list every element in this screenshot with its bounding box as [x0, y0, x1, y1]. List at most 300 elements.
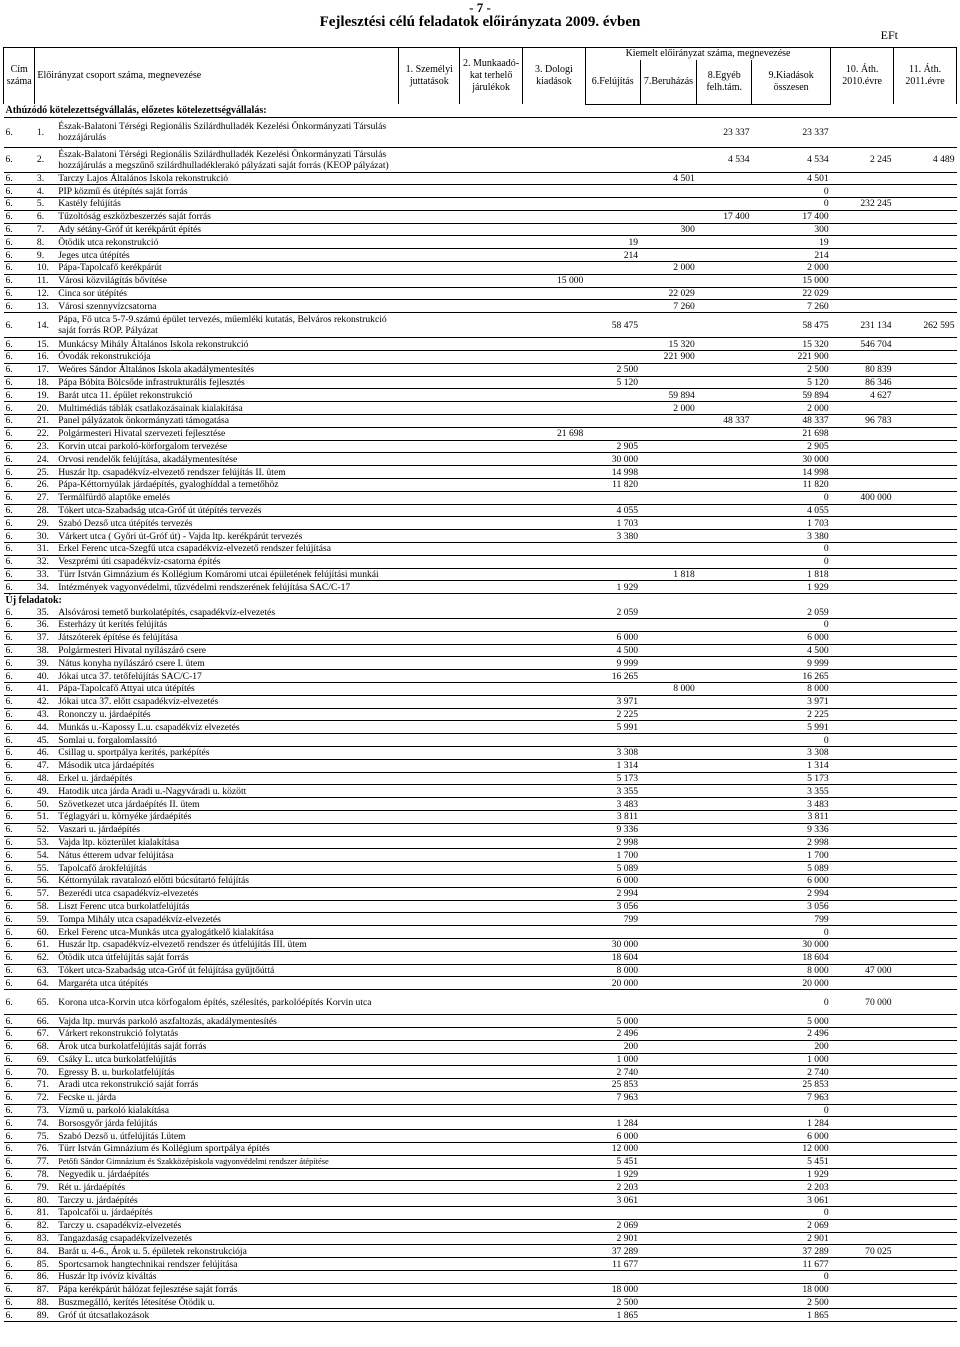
egyeb-cell	[697, 223, 752, 236]
beruhazas-cell: 300	[640, 223, 697, 236]
osszesen-cell: 2 069	[752, 1219, 831, 1232]
table-row	[4, 644, 957, 657]
ath2011-cell	[894, 504, 957, 517]
table-row	[4, 530, 957, 543]
table-row	[4, 440, 957, 453]
table-row	[4, 1079, 957, 1092]
beruhazas-cell	[640, 1168, 697, 1181]
c3-cell	[523, 1194, 586, 1207]
c2-cell	[460, 389, 523, 402]
egyeb-cell	[697, 977, 752, 990]
osszesen-cell: 0	[752, 185, 831, 198]
felujitas-cell	[585, 185, 640, 198]
ath2010-cell	[831, 1079, 894, 1092]
table-row	[4, 836, 957, 849]
num-cell: 25.	[35, 466, 56, 479]
beruhazas-cell	[640, 1258, 697, 1271]
c1-cell	[399, 913, 460, 926]
ath2010-cell	[831, 695, 894, 708]
c3-cell	[523, 1117, 586, 1130]
osszesen-cell: 3 308	[752, 746, 831, 759]
ath2011-cell	[894, 1245, 957, 1258]
beruhazas-cell	[640, 530, 697, 543]
table-row	[4, 568, 957, 581]
felujitas-cell	[585, 351, 640, 364]
osszesen-cell: 11 820	[752, 479, 831, 492]
egyeb-cell	[697, 376, 752, 389]
cim-cell: 6.	[4, 1066, 35, 1079]
num-cell: 69.	[35, 1053, 56, 1066]
table-row	[4, 746, 957, 759]
c2-cell	[460, 517, 523, 530]
ath2011-cell	[894, 287, 957, 300]
felujitas-cell: 3 971	[585, 695, 640, 708]
ath2010-cell	[831, 185, 894, 198]
cim-cell: 6.	[4, 836, 35, 849]
table-row	[4, 798, 957, 811]
table-row	[4, 427, 957, 440]
ath2010-cell: 2 245	[831, 147, 894, 172]
desc-cell: Termálfürdő alaptőke emelés	[56, 491, 399, 504]
c2-cell	[460, 1027, 523, 1040]
egyeb-cell	[697, 274, 752, 287]
ath2010-cell: 4 627	[831, 389, 894, 402]
ath2011-cell	[894, 631, 957, 644]
table-row	[4, 1168, 957, 1181]
egyeb-cell	[697, 517, 752, 530]
cim-cell: 6.	[4, 117, 35, 147]
c2-cell	[460, 415, 523, 428]
c1-cell	[399, 530, 460, 543]
c1-cell	[399, 440, 460, 453]
cim-cell: 6.	[4, 695, 35, 708]
c1-cell	[399, 644, 460, 657]
ath2010-cell	[831, 1283, 894, 1296]
c3-cell	[523, 1309, 586, 1322]
felujitas-cell: 16 265	[585, 670, 640, 683]
egyeb-cell	[697, 990, 752, 1015]
desc-cell: Vajda ltp. közterület kialakítása	[56, 836, 399, 849]
osszesen-cell: 9 999	[752, 657, 831, 670]
c2-cell	[460, 810, 523, 823]
cim-cell: 6.	[4, 1258, 35, 1271]
osszesen-cell: 20 000	[752, 977, 831, 990]
num-cell: 48.	[35, 772, 56, 785]
c2-cell	[460, 491, 523, 504]
c2-cell	[460, 631, 523, 644]
felujitas-cell	[585, 117, 640, 147]
ath2010-cell	[831, 823, 894, 836]
egyeb-cell	[697, 798, 752, 811]
table-row	[4, 210, 957, 223]
table-row	[4, 1219, 957, 1232]
osszesen-cell: 59 894	[752, 389, 831, 402]
felujitas-cell: 20 000	[585, 977, 640, 990]
cim-cell: 6.	[4, 900, 35, 913]
desc-cell: Kastély felújítás	[56, 198, 399, 211]
osszesen-cell: 21 698	[752, 427, 831, 440]
beruhazas-cell	[640, 1309, 697, 1322]
cim-cell: 6.	[4, 644, 35, 657]
beruhazas-cell	[640, 619, 697, 632]
osszesen-cell: 5 120	[752, 376, 831, 389]
felujitas-cell: 3 380	[585, 530, 640, 543]
c2-cell	[460, 798, 523, 811]
col-header-6: 6.Felújítás	[585, 60, 640, 104]
desc-cell: Alsóvárosi temető burkolatépítés, csapadékvíz-elvezetés	[56, 606, 399, 618]
num-cell: 4.	[35, 185, 56, 198]
c2-cell	[460, 874, 523, 887]
c1-cell	[399, 236, 460, 249]
c3-cell	[523, 210, 586, 223]
felujitas-cell: 1 703	[585, 517, 640, 530]
c1-cell	[399, 1181, 460, 1194]
desc-cell: Második utca járdaépítés	[56, 759, 399, 772]
beruhazas-cell	[640, 1066, 697, 1079]
cim-cell: 6.	[4, 785, 35, 798]
felujitas-cell: 1 929	[585, 1168, 640, 1181]
num-cell: 67.	[35, 1027, 56, 1040]
c1-cell	[399, 1130, 460, 1143]
num-cell: 59.	[35, 913, 56, 926]
cim-cell: 6.	[4, 619, 35, 632]
beruhazas-cell	[640, 926, 697, 939]
num-cell: 8.	[35, 236, 56, 249]
ath2011-cell	[894, 644, 957, 657]
c2-cell	[460, 338, 523, 351]
desc-cell: Cinca sor útépítés	[56, 287, 399, 300]
c3-cell	[523, 900, 586, 913]
felujitas-cell	[585, 491, 640, 504]
beruhazas-cell: 4 501	[640, 172, 697, 185]
ath2011-cell	[894, 951, 957, 964]
beruhazas-cell	[640, 491, 697, 504]
num-cell: 45.	[35, 734, 56, 747]
table-row	[4, 1271, 957, 1284]
beruhazas-cell	[640, 644, 697, 657]
num-cell: 36.	[35, 619, 56, 632]
c2-cell	[460, 644, 523, 657]
ath2010-cell	[831, 785, 894, 798]
ath2011-cell	[894, 555, 957, 568]
egyeb-cell	[697, 1309, 752, 1322]
num-cell: 52.	[35, 823, 56, 836]
cim-cell: 6.	[4, 262, 35, 275]
osszesen-cell: 5 451	[752, 1155, 831, 1168]
num-cell: 61.	[35, 938, 56, 951]
osszesen-cell: 2 225	[752, 708, 831, 721]
num-cell: 3.	[35, 172, 56, 185]
num-cell: 28.	[35, 504, 56, 517]
desc-cell: Észak-Balatoni Térségi Regionális Szilárdhulladék Kezelési Önkormányzati Társulás hozzájárulás	[56, 117, 399, 147]
beruhazas-cell	[640, 1155, 697, 1168]
ath2010-cell	[831, 1091, 894, 1104]
felujitas-cell: 37 289	[585, 1245, 640, 1258]
felujitas-cell: 1 000	[585, 1053, 640, 1066]
cim-cell: 6.	[4, 402, 35, 415]
table-row	[4, 670, 957, 683]
felujitas-cell: 1 865	[585, 1309, 640, 1322]
ath2010-cell: 231 134	[831, 313, 894, 338]
ath2011-cell	[894, 772, 957, 785]
ath2010-cell	[831, 287, 894, 300]
cim-cell: 6.	[4, 555, 35, 568]
ath2011-cell	[894, 479, 957, 492]
desc-cell: Észak-Balatoni Térségi Regionális Szilárdhulladék Kezelési Önkormányzati Társulás hozzájárulás a megszűnő szilárdhulladéklerakó pályázati saját forrás (KEOP pályázat)	[56, 147, 399, 172]
table-row	[4, 913, 957, 926]
beruhazas-cell	[640, 117, 697, 147]
table-row	[4, 1258, 957, 1271]
egyeb-cell	[697, 262, 752, 275]
beruhazas-cell	[640, 1271, 697, 1284]
ath2010-cell	[831, 887, 894, 900]
cim-cell: 6.	[4, 530, 35, 543]
cim-cell: 6.	[4, 1091, 35, 1104]
c2-cell	[460, 887, 523, 900]
egyeb-cell	[697, 530, 752, 543]
ath2011-cell	[894, 900, 957, 913]
egyeb-cell	[697, 1194, 752, 1207]
c1-cell	[399, 1079, 460, 1092]
ath2011-cell	[894, 810, 957, 823]
felujitas-cell	[585, 415, 640, 428]
egyeb-cell	[697, 351, 752, 364]
c3-cell	[523, 491, 586, 504]
table-row	[4, 1194, 957, 1207]
table-row	[4, 198, 957, 211]
c2-cell	[460, 1104, 523, 1117]
ath2011-cell	[894, 798, 957, 811]
num-cell: 81.	[35, 1207, 56, 1220]
table-row	[4, 1040, 957, 1053]
num-cell: 71.	[35, 1079, 56, 1092]
c3-cell	[523, 1040, 586, 1053]
ath2010-cell	[831, 117, 894, 147]
cim-cell: 6.	[4, 734, 35, 747]
osszesen-cell: 6 000	[752, 1130, 831, 1143]
c3-cell	[523, 363, 586, 376]
cim-cell: 6.	[4, 887, 35, 900]
desc-cell: Tangazdaság csapadékvízelvezetés	[56, 1232, 399, 1245]
c2-cell	[460, 1079, 523, 1092]
ath2011-cell	[894, 262, 957, 275]
felujitas-cell: 2 500	[585, 363, 640, 376]
c3-cell	[523, 1130, 586, 1143]
ath2011-cell	[894, 172, 957, 185]
egyeb-cell	[697, 185, 752, 198]
c1-cell	[399, 1066, 460, 1079]
beruhazas-cell	[640, 734, 697, 747]
table-row	[4, 849, 957, 862]
num-cell: 84.	[35, 1245, 56, 1258]
ath2010-cell	[831, 530, 894, 543]
c1-cell	[399, 415, 460, 428]
table-row	[4, 785, 957, 798]
desc-cell: Nátus konyha nyílászáró csere I. ütem	[56, 657, 399, 670]
beruhazas-cell	[640, 1040, 697, 1053]
num-cell: 76.	[35, 1143, 56, 1156]
cim-cell: 6.	[4, 147, 35, 172]
c3-cell	[523, 708, 586, 721]
ath2011-cell	[894, 530, 957, 543]
beruhazas-cell	[640, 1194, 697, 1207]
egyeb-cell	[697, 721, 752, 734]
osszesen-cell: 1 700	[752, 849, 831, 862]
felujitas-cell	[585, 287, 640, 300]
c2-cell	[460, 351, 523, 364]
desc-cell: Polgármesteri Hivatal nyílászáró csere	[56, 644, 399, 657]
felujitas-cell: 9 336	[585, 823, 640, 836]
num-cell: 70.	[35, 1066, 56, 1079]
egyeb-cell	[697, 874, 752, 887]
egyeb-cell	[697, 913, 752, 926]
desc-cell: Tompa Mihály utca csapadékvíz-elvezetés	[56, 913, 399, 926]
cim-cell: 6.	[4, 389, 35, 402]
c1-cell	[399, 1309, 460, 1322]
egyeb-cell	[697, 631, 752, 644]
desc-cell: Szabó Dezső utca útépítés tervezés	[56, 517, 399, 530]
ath2010-cell	[831, 682, 894, 695]
section-athuzodo: Áthúzódó kötelezettségvállalás, előzetes kötelezettségvállalás:	[4, 104, 957, 117]
col-header-1: 1. Személyi juttatások	[399, 48, 460, 105]
c2-cell	[460, 185, 523, 198]
ath2011-cell	[894, 1040, 957, 1053]
egyeb-cell	[697, 1219, 752, 1232]
desc-cell: Szövetkezet utca járdaépítés II. ütem	[56, 798, 399, 811]
desc-cell: Játszóterek építése és felújítása	[56, 631, 399, 644]
c3-cell	[523, 249, 586, 262]
col-header-8: 8.Egyéb felh.tám.	[697, 60, 752, 104]
beruhazas-cell	[640, 440, 697, 453]
num-cell: 47.	[35, 759, 56, 772]
felujitas-cell: 14 998	[585, 466, 640, 479]
beruhazas-cell	[640, 1079, 697, 1092]
ath2011-cell	[894, 1219, 957, 1232]
table-row	[4, 862, 957, 875]
osszesen-cell: 0	[752, 198, 831, 211]
beruhazas-cell	[640, 1143, 697, 1156]
desc-cell: Vajda ltp. murvás parkoló aszfaltozás, akadálymentesítés	[56, 1015, 399, 1028]
table-row	[4, 491, 957, 504]
beruhazas-cell	[640, 1283, 697, 1296]
desc-cell: Vaszari u. járdaépítés	[56, 823, 399, 836]
cim-cell: 6.	[4, 1296, 35, 1309]
num-cell: 17.	[35, 363, 56, 376]
c1-cell	[399, 1232, 460, 1245]
c1-cell	[399, 1283, 460, 1296]
c3-cell	[523, 695, 586, 708]
felujitas-cell	[585, 300, 640, 313]
ath2010-cell: 70 000	[831, 990, 894, 1015]
c3-cell	[523, 1271, 586, 1284]
c2-cell	[460, 785, 523, 798]
table-row	[4, 887, 957, 900]
beruhazas-cell	[640, 466, 697, 479]
cim-cell: 6.	[4, 249, 35, 262]
beruhazas-cell: 1 818	[640, 568, 697, 581]
c1-cell	[399, 402, 460, 415]
c1-cell	[399, 772, 460, 785]
felujitas-cell: 5 451	[585, 1155, 640, 1168]
ath2011-cell	[894, 938, 957, 951]
desc-cell: Jókai utca 37. tetőfelújítás SAC/C-17	[56, 670, 399, 683]
ath2010-cell	[831, 759, 894, 772]
ath2011-cell	[894, 746, 957, 759]
c3-cell	[523, 338, 586, 351]
osszesen-cell: 2 740	[752, 1066, 831, 1079]
cim-cell: 6.	[4, 568, 35, 581]
osszesen-cell: 6 000	[752, 874, 831, 887]
c2-cell	[460, 708, 523, 721]
num-cell: 57.	[35, 887, 56, 900]
num-cell: 18.	[35, 376, 56, 389]
ath2010-cell	[831, 619, 894, 632]
osszesen-cell: 15 320	[752, 338, 831, 351]
ath2010-cell	[831, 427, 894, 440]
felujitas-cell: 2 069	[585, 1219, 640, 1232]
c1-cell	[399, 504, 460, 517]
ath2010-cell	[831, 670, 894, 683]
ath2010-cell: 232 245	[831, 198, 894, 211]
c2-cell	[460, 363, 523, 376]
c2-cell	[460, 440, 523, 453]
egyeb-cell	[697, 606, 752, 618]
table-row	[4, 402, 957, 415]
beruhazas-cell	[640, 874, 697, 887]
felujitas-cell: 1 284	[585, 1117, 640, 1130]
ath2011-cell	[894, 1027, 957, 1040]
table-row	[4, 1066, 957, 1079]
cim-cell: 6.	[4, 964, 35, 977]
egyeb-cell	[697, 951, 752, 964]
egyeb-cell	[697, 198, 752, 211]
desc-cell: Ady sétány-Gróf út kerékpárút építés	[56, 223, 399, 236]
table-row	[4, 1181, 957, 1194]
cim-cell: 6.	[4, 759, 35, 772]
c2-cell	[460, 117, 523, 147]
c3-cell	[523, 223, 586, 236]
num-cell: 31.	[35, 543, 56, 556]
table-row	[4, 1283, 957, 1296]
c2-cell	[460, 746, 523, 759]
ath2011-cell	[894, 440, 957, 453]
osszesen-cell: 3 971	[752, 695, 831, 708]
beruhazas-cell: 2 000	[640, 402, 697, 415]
felujitas-cell: 5 089	[585, 862, 640, 875]
desc-cell: Erkel Ferenc utca-Munkás utca gyalogátkelő kialakítása	[56, 926, 399, 939]
felujitas-cell: 799	[585, 913, 640, 926]
num-cell: 41.	[35, 682, 56, 695]
desc-cell: Huszár ltp. csapadékvíz-elvezető rendszer és útfelújítás III. ütem	[56, 938, 399, 951]
num-cell: 14.	[35, 313, 56, 338]
beruhazas-cell	[640, 990, 697, 1015]
c1-cell	[399, 351, 460, 364]
c2-cell	[460, 262, 523, 275]
c3-cell	[523, 313, 586, 338]
beruhazas-cell	[640, 198, 697, 211]
felujitas-cell: 2 496	[585, 1027, 640, 1040]
desc-cell: Várkert utca ( Győri út-Gróf út) - Vajda ltp. kerékpárút tervezés	[56, 530, 399, 543]
table-row	[4, 223, 957, 236]
osszesen-cell: 23 337	[752, 117, 831, 147]
desc-cell: Tarczy u. csapadékvíz-elvezetés	[56, 1219, 399, 1232]
ath2010-cell	[831, 606, 894, 618]
felujitas-cell	[585, 619, 640, 632]
desc-cell: Erkel Ferenc utca-Szegfű utca csapadékvíz-elvezető rendszer felújítása	[56, 543, 399, 556]
table-row	[4, 1104, 957, 1117]
beruhazas-cell	[640, 657, 697, 670]
egyeb-cell	[697, 491, 752, 504]
